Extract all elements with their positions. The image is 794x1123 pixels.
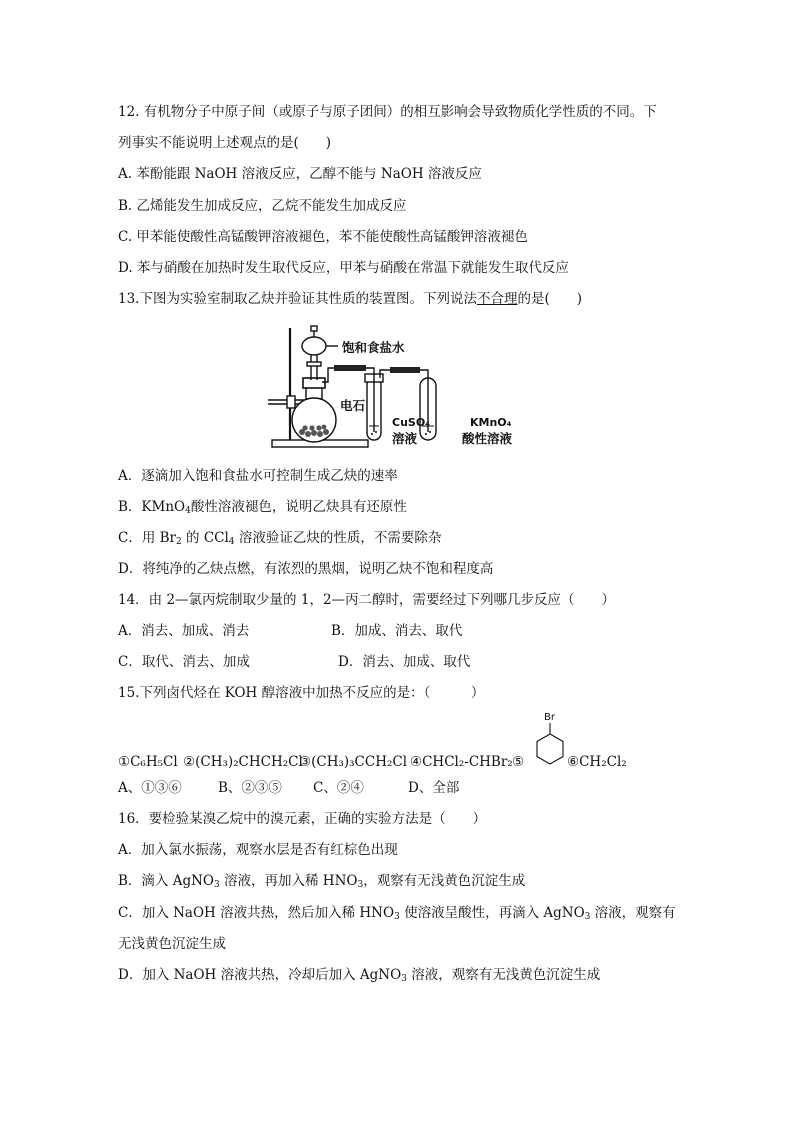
label-calcium-carbide: 电石 [340, 398, 366, 413]
q15-stem: 15.下列卤代烃在 KOH 醇溶液中加热不反应的是：（ ） [118, 685, 485, 701]
q14-option-b: B．加成、消去、取代 [331, 623, 463, 639]
q12-option-a: A. 苯酚能跟 NaOH 溶液反应，乙醇不能与 NaOH 溶液反应 [118, 166, 482, 182]
q15-compound-5: ⑤ [512, 754, 525, 770]
q12-stem-line2: 列事实不能说明上述观点的是( ) [118, 135, 332, 151]
q16-d-text: D．加入 NaOH 溶液共热，冷却后加入 AgNO [118, 967, 402, 983]
q16-c-sub2: 3 [584, 912, 591, 922]
bromocyclohexane-structure [530, 710, 570, 772]
q13-stem-pre: 13.下图为实验室制取乙炔并验证其性质的装置图。下列说法 [118, 291, 477, 307]
label-kmno4-acidic: 酸性溶液 [462, 431, 513, 446]
q16-stem: 16．要检验某溴乙烷中的溴元素，正确的实验方法是（ ） [118, 811, 487, 827]
q16-c-text: C．加入 NaOH 溶液共热，然后加入稀 HNO [118, 905, 395, 921]
q16-option-c-line2: 无浅黄色沉淀生成 [118, 936, 226, 952]
q15-compound-6: ⑥CH₂Cl₂ [567, 754, 627, 770]
q14-option-c: C．取代、消去、加成 [118, 654, 250, 670]
q16-b-text2: 溶液，再加入稀 HNO [219, 873, 358, 889]
q15-option-d: D、全部 [408, 780, 460, 796]
q15-option-c: C、②④ [313, 780, 364, 796]
q13-b-text: B．KMnO [118, 499, 186, 515]
q16-option-b [118, 872, 525, 890]
q12-option-c: C. 甲苯能使酸性高锰酸钾溶液褪色，苯不能使酸性高锰酸钾溶液褪色 [118, 229, 528, 245]
q12-option-d: D. 苯与硝酸在加热时发生取代反应，甲苯与硝酸在常温下就能发生取代反应 [118, 260, 569, 276]
q16-b-sub2: 3 [357, 880, 364, 890]
label-kmno4-formula: KMnO₄ [470, 416, 512, 429]
q16-c-text2: 使溶液呈酸性，再滴入 AgNO [399, 905, 585, 921]
q13-stem [118, 290, 582, 308]
q16-option-c-line1 [118, 904, 676, 922]
label-cuso4-formula: CuSO₄ [392, 416, 430, 429]
q16-d-sub: 3 [401, 974, 407, 984]
q16-option-d [118, 966, 600, 984]
dropping-funnel [302, 337, 326, 355]
q15-option-a: A、①③⑥ [118, 780, 182, 796]
bromine-label: Br [544, 712, 555, 723]
q13-c-sub2: 4 [228, 537, 235, 547]
q16-b-text3: ，观察有无浅黄色沉淀生成 [363, 873, 526, 889]
label-cuso4-solution: 溶液 [392, 431, 418, 446]
q16-b-sub: 3 [213, 880, 220, 890]
q15-option-b: B、②③⑤ [218, 780, 282, 796]
q16-c-text3: 溶液，观察有 [590, 905, 676, 921]
q13-c-text2: 的 CCl [181, 530, 229, 546]
q15-compound-3: ③(CH₃)₃CCH₂Cl [299, 754, 408, 770]
q13-option-c [118, 529, 441, 547]
acetylene-apparatus-figure [266, 322, 536, 454]
q14-stem: 14．由 2—氯丙烷制取少量的 1，2—丙二醇时，需要经过下列哪几步反应（ ） [118, 592, 616, 608]
q16-option-a: A．加入氯水振荡，观察水层是否有红棕色出现 [118, 842, 398, 858]
label-saturated-brine: 饱和食盐水 [342, 340, 405, 355]
q13-b-text2: 酸性溶液褪色，说明乙炔具有还原性 [190, 499, 407, 515]
q12-stem-line1: 12. 有机物分子中原子间（或原子与原子团间）的相互影响会导致物质化学性质的不同。下 [118, 104, 657, 120]
q15-compound-2: ②(CH₃)₂CHCH₂Cl [183, 754, 303, 770]
q15-compound-1: ①C₆H₅Cl [118, 754, 178, 770]
q13-option-a: A．逐滴加入饱和食盐水可控制生成乙炔的速率 [118, 468, 398, 484]
q14-option-d: D．消去、加成、取代 [338, 654, 471, 670]
q16-c-sub: 3 [394, 912, 400, 922]
q13-option-d: D．将纯净的乙炔点燃，有浓烈的黑烟，说明乙炔不饱和程度高 [118, 561, 494, 577]
q13-b-sub: 4 [185, 506, 191, 516]
q12-option-b: B. 乙烯能发生加成反应，乙烷不能发生加成反应 [118, 198, 407, 214]
q13-c-text: C．用 Br [118, 530, 176, 546]
q15-compound-4: ④CHCl₂-CHBr₂ [410, 754, 513, 770]
q13-c-sub1: 2 [176, 537, 182, 547]
q16-d-text2: 溶液，观察有无浅黄色沉淀生成 [406, 967, 601, 983]
q13-stem-underlined: 不合理 [476, 291, 518, 307]
q13-option-b [118, 498, 407, 516]
q13-stem-post: 的是( ) [517, 291, 583, 307]
q14-option-a: A．消去、加成、消去 [118, 623, 250, 639]
q13-c-text3: 溶液验证乙炔的性质，不需要除杂 [234, 530, 442, 546]
q16-b-text: B．滴入 AgNO [118, 873, 214, 889]
